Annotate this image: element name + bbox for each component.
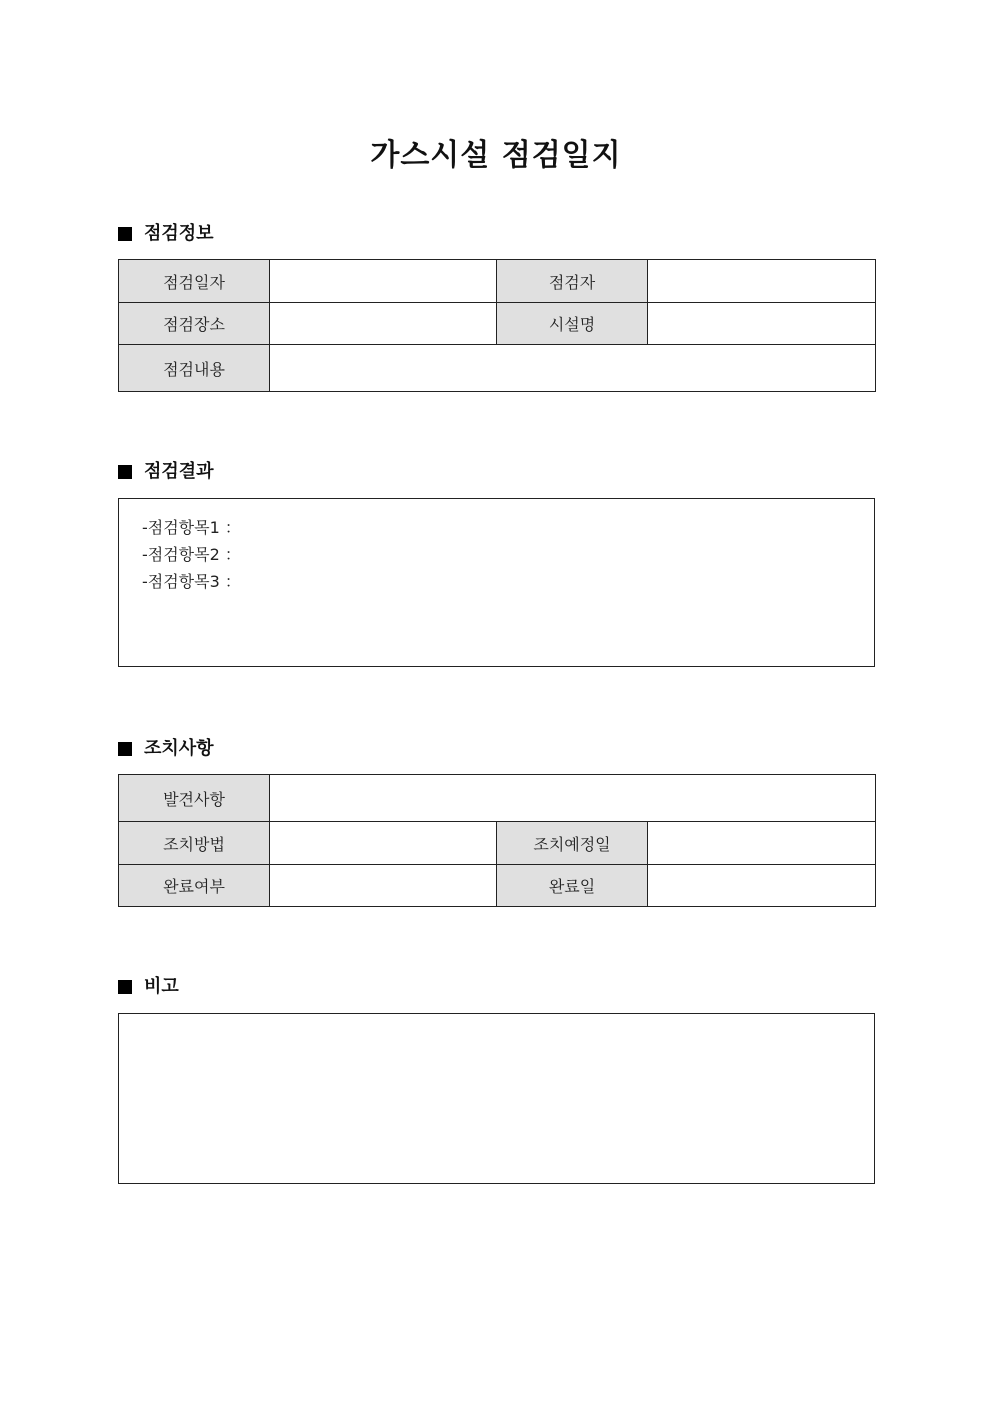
- table-row: [119, 865, 876, 907]
- result-item-3: -점검항목3 ：: [142, 572, 241, 591]
- label-findings: 발견사항: [119, 775, 270, 822]
- facility-name-field[interactable]: [648, 303, 876, 345]
- table-row: [119, 260, 876, 303]
- result-item-2: -점검항목2 ：: [142, 545, 241, 564]
- label-inspection-date: 점검일자: [119, 260, 270, 303]
- scheduled-date-field[interactable]: [648, 822, 876, 865]
- square-bullet-icon: [118, 465, 132, 479]
- completion-date-field[interactable]: [648, 865, 876, 907]
- inspection-date-field[interactable]: [270, 260, 497, 303]
- square-bullet-icon: [118, 980, 132, 994]
- result-item-1: -점검항목1 ：: [142, 518, 241, 537]
- page-title: 가스시설 점검일지: [370, 138, 622, 173]
- label-inspection-location: 점검장소: [119, 303, 270, 345]
- square-bullet-icon: [118, 742, 132, 756]
- section-heading-actions: [118, 737, 214, 761]
- inspection-info-table: [118, 259, 876, 392]
- section-heading-inspection-info: [118, 222, 214, 246]
- section-heading-remarks: [118, 975, 179, 999]
- table-row: [119, 303, 876, 345]
- actions-table: [118, 774, 876, 907]
- label-inspection-content: 점검내용: [119, 345, 270, 392]
- remarks-box[interactable]: [118, 1013, 875, 1184]
- table-row: [119, 775, 876, 822]
- action-method-field[interactable]: [270, 822, 497, 865]
- label-facility-name: 시설명: [497, 303, 648, 345]
- label-completion-date: 완료일: [497, 865, 648, 907]
- label-action-method: 조치방법: [119, 822, 270, 865]
- section-heading-label: 점검정보: [144, 223, 214, 244]
- table-row: [119, 822, 876, 865]
- label-inspector: 점검자: [497, 260, 648, 303]
- label-completion-status: 완료여부: [119, 865, 270, 907]
- section-heading-label: 비고: [144, 976, 179, 997]
- section-heading-label: 점검결과: [144, 461, 214, 482]
- inspection-location-field[interactable]: [270, 303, 497, 345]
- findings-field[interactable]: [270, 775, 876, 822]
- section-heading-label: 조치사항: [144, 738, 214, 759]
- inspection-content-field[interactable]: [270, 345, 876, 392]
- completion-status-field[interactable]: [270, 865, 497, 907]
- label-scheduled-date: 조치예정일: [497, 822, 648, 865]
- inspector-field[interactable]: [648, 260, 876, 303]
- table-row: [119, 345, 876, 392]
- section-heading-inspection-result: [118, 460, 214, 484]
- square-bullet-icon: [118, 227, 132, 241]
- inspection-result-box[interactable]: [118, 498, 875, 667]
